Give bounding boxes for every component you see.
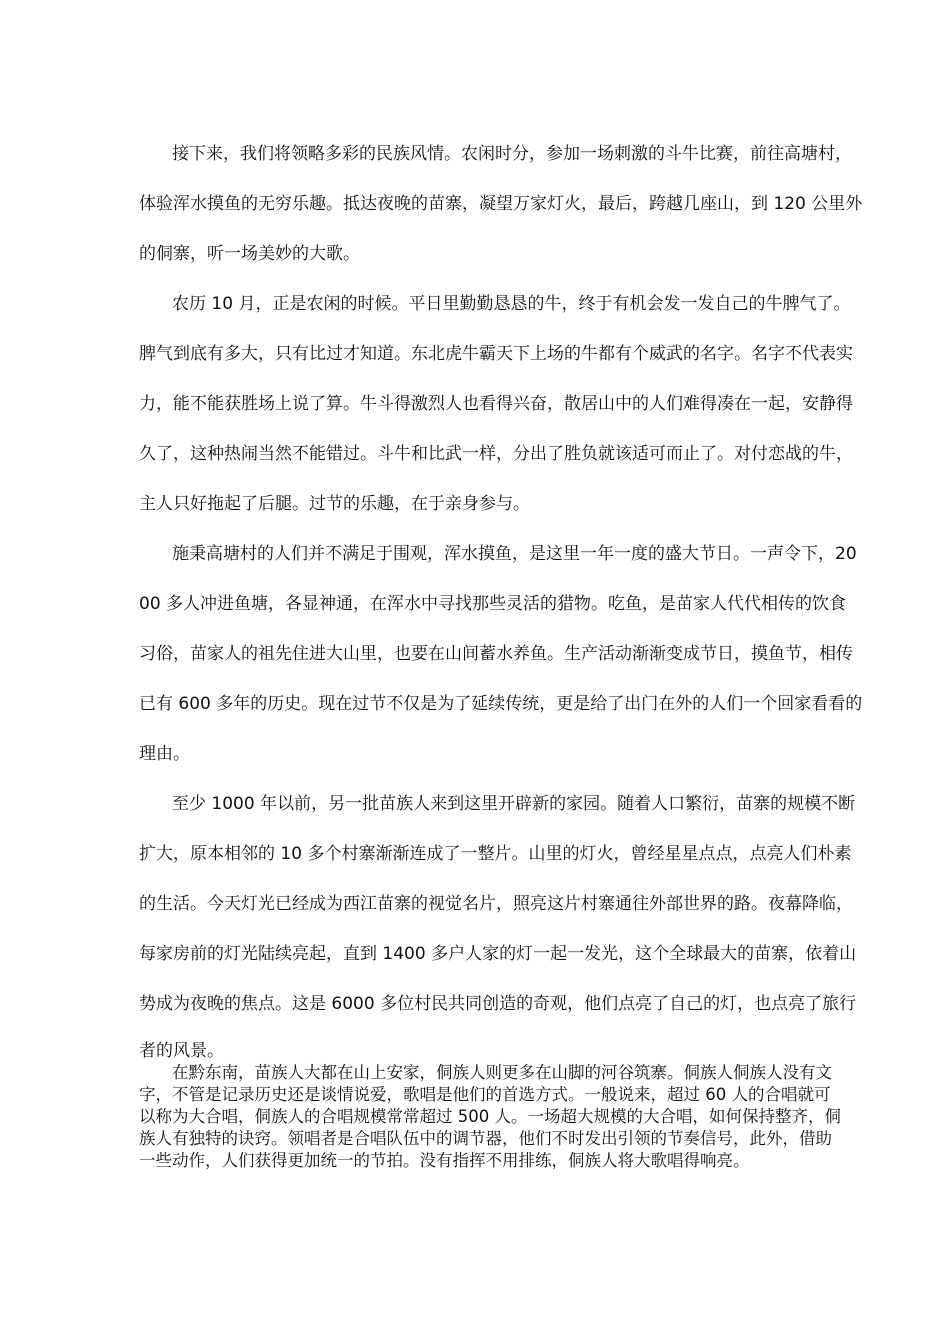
paragraph-5-line-4: 族人有独特的诀窍。领唱者是合唱队伍中的调节器，他们不时发出引领的节奏信号，此外，借助	[139, 1129, 832, 1148]
paragraph-4-line-4: 每家房前的灯光陆续亮起，直到 1400 多户人家的灯一起一发光，这个全球最大的苗寨，依着山	[139, 944, 857, 964]
paragraph-2-line-4: 久了，这种热闹当然不能错过。斗牛和比武一样，分出了胜负就该适可而止了。对付恋战的牛，	[139, 444, 853, 464]
paragraph-1-line-2: 体验浑水摸鱼的无穷乐趣。抵达夜晚的苗寨，凝望万家灯火，最后，跨越几座山，到 120 公里外	[139, 194, 863, 214]
paragraph-4-line-2: 扩大，原本相邻的 10 多个村寨渐渐连成了一整片。山里的灯火，曾经星星点点，点亮人们朴素	[139, 844, 852, 864]
paragraph-3-line-2: 00 多人冲进鱼塘，各显神通，在浑水中寻找那些灵活的猎物。吃鱼，是苗家人代代相传的饮食	[139, 594, 847, 614]
paragraph-3-line-5: 理由。	[139, 744, 190, 764]
paragraph-4-line-6: 者的风景。	[139, 1041, 224, 1061]
paragraph-1-line-1: 接下来，我们将领略多彩的民族风情。农闲时分，参加一场刺激的斗牛比赛，前往高塘村，	[172, 144, 852, 164]
paragraph-3-line-3: 习俗，苗家人的祖先住进大山里，也要在山间蓄水养鱼。生产活动渐渐变成节日，摸鱼节，相传	[139, 644, 853, 664]
paragraph-4-line-3: 的生活。今天灯光已经成为西江苗寨的视觉名片，照亮这片村寨通往外部世界的路。夜幕降临，	[139, 894, 853, 914]
paragraph-2-line-5: 主人只好拖起了后腿。过节的乐趣，在于亲身参与。	[139, 494, 530, 514]
paragraph-2-line-1: 农历 10 月，正是农闲的时候。平日里勤勤恳恳的牛，终于有机会发一发自己的牛脾气了。	[172, 294, 851, 314]
paragraph-1-line-3: 的侗寨，听一场美妙的大歌。	[139, 244, 360, 264]
paragraph-4-line-1: 至少 1000 年以前，另一批苗族人来到这里开辟新的家园。随着人口繁衍，苗寨的规模不断	[172, 794, 856, 814]
paragraph-2-line-3: 力，能不能获胜场上说了算。牛斗得激烈人也看得兴奋，散居山中的人们难得凑在一起，安静得	[139, 394, 853, 414]
paragraph-5-line-1: 在黔东南，苗族人大都在山上安家，侗族人则更多在山脚的河谷筑寨。侗族人侗族人没有文	[172, 1063, 832, 1082]
paragraph-2-line-2: 脾气到底有多大，只有比过才知道。东北虎牛霸天下上场的牛都有个威武的名字。名字不代表实	[139, 344, 853, 364]
paragraph-3-line-1: 施秉高塘村的人们并不满足于围观，浑水摸鱼，是这里一年一度的盛大节日。一声令下，20	[172, 544, 857, 564]
paragraph-5-line-2: 字，不管是记录历史还是谈情说爱，歌唱是他们的首选方式。一般说来，超过 60 人的合唱就可	[139, 1085, 831, 1104]
paragraph-5-line-5: 一些动作，人们获得更加统一的节拍。没有指挥不用排练，侗族人将大歌唱得响亮。	[139, 1151, 750, 1170]
paragraph-4-line-5: 势成为夜晚的焦点。这是 6000 多位村民共同创造的奇观，他们点亮了自己的灯，也点亮了旅行	[139, 994, 857, 1014]
paragraph-3-line-4: 已有 600 多年的历史。现在过节不仅是为了延续传统，更是给了出门在外的人们一个回家看看的	[139, 694, 863, 714]
paragraph-5-line-3: 以称为大合唱，侗族人的合唱规模常常超过 500 人。一场超大规模的大合唱，如何保持整齐，侗	[139, 1107, 841, 1126]
